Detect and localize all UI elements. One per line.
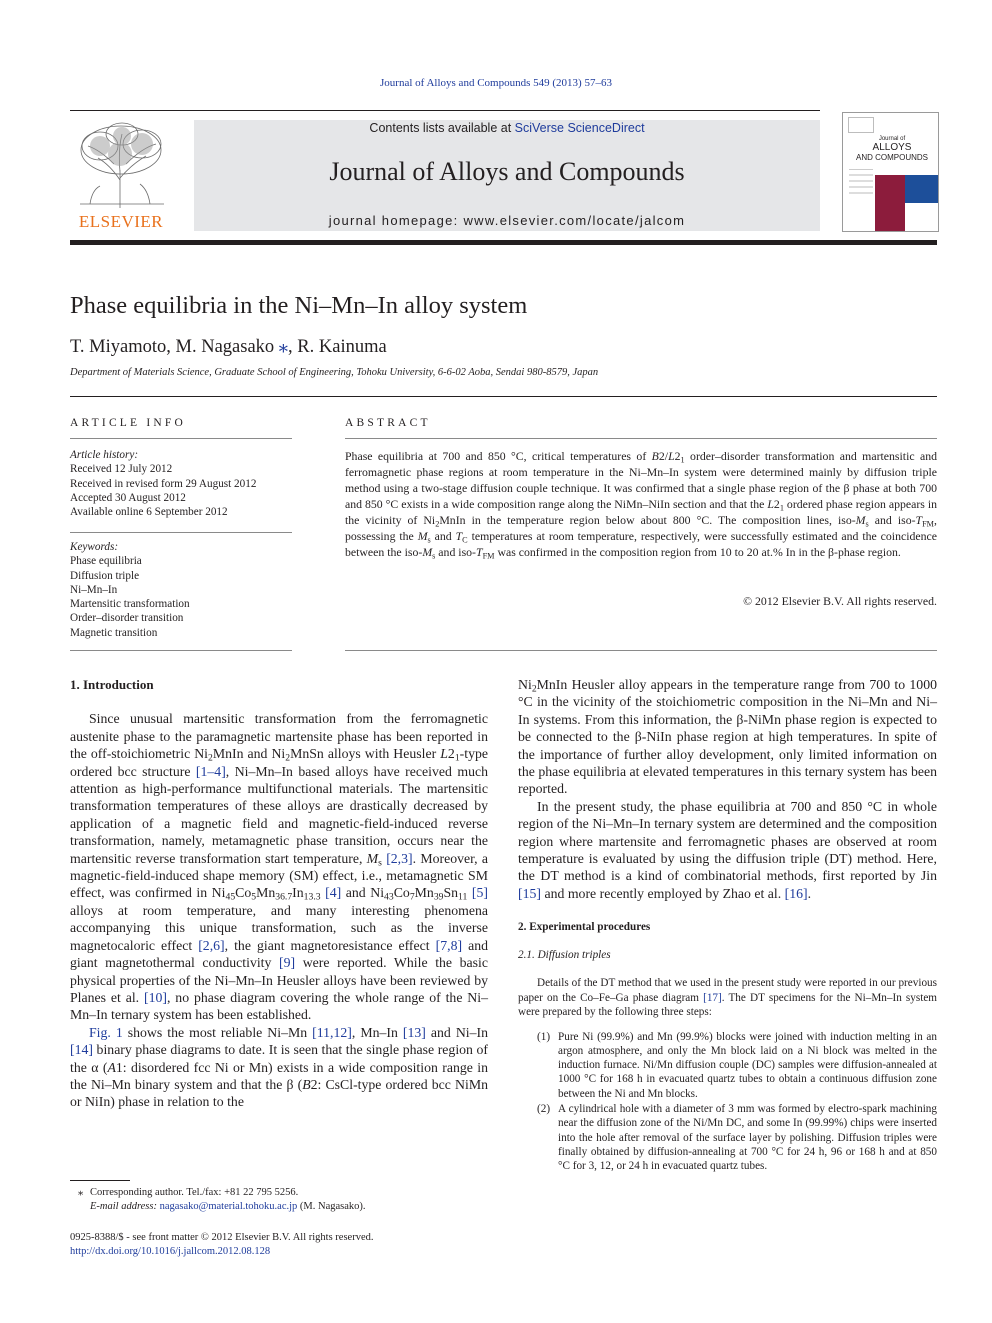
history-item: Received in revised form 29 August 2012 (70, 477, 257, 490)
history-label: Article history: (70, 449, 139, 461)
body-paragraph: $Ni_2MnIn$ Heusler alloy appears in the temperature range from 700 to 1000 °C in the vicinity of the stoichiometric composition in the Ni–Mn and Ni–In systems. From this information, the β-NiMn phase region is expected to be connected to the β-NiIn phase region at high temperatures. In spite of the importance of further alloy development, only limited information on the phase equilibria at elevated temperatures in this ternary system has been reported. (518, 677, 937, 797)
procedure-list (518, 1030, 937, 1174)
email-label: E-mail address: (90, 1201, 157, 1213)
history-item: Received 12 July 2012 (70, 463, 173, 476)
cover-title-line1: Journal of (878, 136, 906, 142)
citation-link[interactable]: [9] (279, 955, 296, 971)
body-column-right (518, 676, 937, 1175)
cover-contents-lines (849, 169, 873, 220)
journal-cover-image (842, 112, 939, 232)
citation-link[interactable]: [14] (70, 1042, 93, 1058)
divider (70, 532, 292, 533)
figure-link[interactable]: Fig. 1 (89, 1024, 123, 1040)
citation-link[interactable]: [17] (703, 991, 722, 1004)
sciencedirect-link[interactable]: SciVerse ScienceDirect (514, 121, 645, 135)
cover-red-block-lower (875, 203, 905, 231)
email-link[interactable]: nagasako@material.tohoku.ac.jp (159, 1201, 298, 1213)
article-info-heading: ARTICLE INFO (70, 417, 186, 429)
homepage-link[interactable]: www.elsevier.com/locate/jalcom (463, 213, 686, 228)
keyword: Phase equilibria (70, 555, 142, 568)
citation-link[interactable]: [7,8] (435, 937, 463, 953)
footnote-marker: ⁎ (78, 1187, 84, 1198)
citation-link[interactable]: [16] (784, 885, 808, 901)
cover-blue-block (905, 175, 938, 203)
divider (345, 650, 937, 651)
journal-name: Journal of Alloys and Compounds (329, 157, 685, 186)
copyright-notice: © 2012 Elsevier B.V. All rights reserved. (743, 594, 937, 608)
citation-link[interactable]: [2,6] (198, 937, 225, 953)
footnote: ⁎ Corresponding author. Tel./fax: +81 22 795 5256. E-mail address: nagasako@material.tohoku.ac.jp (M. Nagasako). (78, 1187, 366, 1213)
citation-link[interactable]: [2,3] (386, 850, 413, 866)
citation-link[interactable]: [1–4] (195, 763, 226, 779)
body-column-left (70, 676, 488, 1111)
cover-red-block (875, 175, 905, 203)
journal-citation[interactable]: Journal of Alloys and Compounds 549 (2013) 57–63 (380, 77, 612, 89)
journal-banner (194, 120, 820, 231)
doi-link[interactable]: http://dx.doi.org/10.1016/j.jallcom.2012.08.128 (70, 1246, 271, 1258)
citation-link[interactable]: [4] (325, 885, 342, 901)
affiliation: Department of Materials Science, Graduate School of Engineering, Tohoku University, 6-6-02 Aoba, Sendai 980-8579, Japan (70, 367, 599, 378)
cover-logo-icon (848, 117, 874, 133)
keyword: Ni–Mn–In (70, 583, 118, 596)
subsection-heading-diffusion-triples: 2.1. Diffusion triples (518, 948, 611, 961)
citation-link[interactable]: [5] (471, 885, 489, 901)
author-list: T. Miyamoto, M. Nagasako ⁎, R. Kainuma (70, 337, 387, 357)
abstract-heading: ABSTRACT (345, 417, 431, 429)
author-name: T. Miyamoto (70, 337, 167, 357)
elsevier-wordmark: ELSEVIER (78, 212, 164, 231)
corresponding-author-note: Corresponding author. Tel./fax: +81 22 795 5256. (90, 1187, 299, 1198)
keyword: Order–disorder transition (70, 612, 184, 625)
divider (70, 650, 292, 651)
keyword: Diffusion triple (70, 569, 140, 582)
corresponding-author-mark[interactable]: ⁎ (278, 337, 289, 357)
keyword: Magnetic transition (70, 626, 158, 639)
keywords (70, 540, 292, 640)
divider (345, 438, 937, 439)
section-heading-experimental: 2. Experimental procedures (518, 921, 651, 934)
cover-title-line3: AND COMPOUNDS (855, 153, 928, 162)
citation-link[interactable]: [13] (402, 1024, 426, 1040)
list-item: (1) Pure Ni (99.9%) and Mn (99.9%) blocks were joined with induction melting in an argon atmosphere, and only the Mn block laid on a Ni block was melted in the induction furnace. Ni/Mn diffusion couple (DC) samples were diffusion-annealed at 1000 °C for 168 h in evacuated quartz tubes to obtain a continuous diffusion zone between the Ni and Mn blocks. (537, 1030, 937, 1100)
list-item: (2) A cylindrical hole with a diameter of 3 mm was formed by electro-spark machining near the diffusion zone of the Ni/Mn DC, and some In (99.99%) chips were inserted into the hole after removal of the surface layer by polishing. Diffusion triples were finally obtained by diffusion-annealing at 700 °C for 24 h, 96 or 168 h and at 850 °C for 3, 12, or 24 h in evacuated quartz tubes. (537, 1103, 937, 1173)
issn-block (70, 1231, 490, 1260)
citation-link[interactable]: [10] (143, 989, 167, 1005)
article-history (70, 448, 292, 519)
citation-link[interactable]: [15] (518, 885, 541, 901)
keywords-label: Keywords: (70, 541, 119, 553)
author-name: M. Nagasako (175, 337, 275, 357)
history-item: Accepted 30 August 2012 (70, 491, 186, 504)
body-paragraph: In the present study, the phase equilibria at 700 and 850 °C in whole region of the Ni–Mn–In ternary system are determined and the composition region where martensite and ferromagnetic phases are observed at room temperature is evaluated by using the diffusion triple (DT) method. Here, the DT method is a kind of combinatorial methods, first reported by Jin [15] and more recently employed by Zhao et al. [16]. (518, 798, 937, 901)
journal-homepage: journal homepage: www.elsevier.com/locate/jalcom (328, 213, 686, 228)
issn-line: 0925-8388/$ - see front matter © 2012 Elsevier B.V. All rights reserved. (70, 1232, 374, 1243)
header-rule (70, 110, 820, 111)
cover-title-line2: ALLOYS (872, 142, 912, 153)
body-paragraph: Details of the DT method that we used in the present study were reported in our previous paper on the Co–Fe–Ga phase diagram [17]. The DT specimens for the Ni–Mn–In system were prepared by the following three steps: (518, 977, 938, 1019)
section-heading-introduction: 1. Introduction (70, 677, 154, 692)
body-paragraph: Fig. 1 shows the most reliable Ni–Mn [11,12], Mn–In [13] and Ni–In [14] binary phase diagrams to date. It is seen that the single phase region of the α (A1: disordered fcc Ni or Mn) exists in a wide composition range in the Ni–Mn binary system and that the β (B2: CsCl-type ordered bcc NiMn or NiIn) phase in relation to the (70, 1024, 489, 1110)
article-title: Phase equilibria in the Ni–Mn–In alloy system (70, 292, 528, 319)
history-item: Available online 6 September 2012 (70, 506, 228, 519)
header-thick-rule (70, 240, 937, 245)
footnote-rule (70, 1180, 130, 1181)
body-paragraph: Since unusual martensitic transformation from the ferromagnetic austenite phase to the paramagnetic martensite phase has been reported in the off-stoichiometric $Ni_2MnIn$ and $Ni_2MnSn$ alloys with Heusler $L2_1$-type ordered bcc structure [1–4], Ni–Mn–In based alloys have received much attention as high-performance multifunctional materials. The martensitic transformation temperatures of these alloys are drastically decreased by application of a magnetic field and magnetic-field-induced reverse transformation, namely, metamagnetic phase transition, occurs near the martensitic reverse transformation start temperature, $M_s$ [2,3]. Moreover, a magnetic-field-induced shape memory (SM) effect, i.e., metamagnetic SM effect, was confirmed in $Ni_{45}Co_5Mn_{36.7}In_{13.3}$ [4] and $Ni_{43}Co_7Mn_{39}Sn_{11}$ [5] alloys at room temperature, and many interesting phenomena accompanying this unique transformation, such as the inverse magnetocaloric effect [2,6], the giant magnetoresistance effect [7,8] and giant magnetothermal conductivity [9] were reported. While the basic physical properties of the Ni–Mn–In Heusler alloys have been reviewed by Planes et al. [10], no phase diagram covering the whole range of the Ni–Mn–In ternary system has been established. (70, 711, 489, 1023)
divider (70, 438, 292, 439)
keyword: Martensitic transformation (70, 598, 190, 611)
contents-line: Contents lists available at SciVerse ScienceDirect (369, 121, 645, 135)
citation-link[interactable]: [11,12] (312, 1024, 352, 1040)
abstract-text: Phase equilibria at 700 and 850 °C, critical temperatures of $B2/L2_1$ order–disorder transformation and martensitic and ferromagnetic phase regions at room temperature in the Ni–Mn–In system were determined mainly by diffusion triple method using a two-stage diffusion couple technique. It was confirmed that a single phase region of the β phase at both 700 and 850 °C exists in a wide composition range along the NiMn–NiIn section and that the $L2_1$ ordered phase region appears in the vicinity of $Ni_2MnIn$ in the temperature region below about 800 °C. The composition lines, iso-$M_s$ and iso-$T_{FM}$, possessing the $M_s$ and $T_C$ temperatures at room temperature, respectively, were successfully estimated and the coincidence between the iso-$M_s$ and iso-$T_{FM}$ was confirmed in the composition region from 10 to 20 at.% In in the β-phase region. (345, 449, 938, 561)
divider (70, 396, 937, 397)
author-name: R. Kainuma (297, 337, 387, 357)
